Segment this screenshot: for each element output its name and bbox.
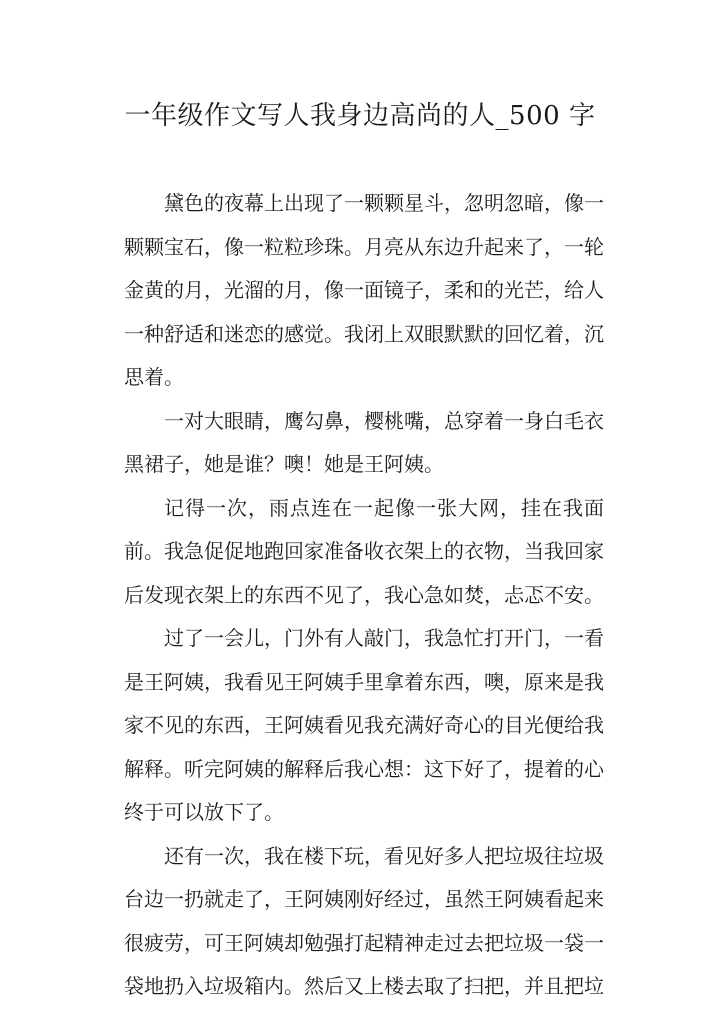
paragraph: 黛色的夜幕上出现了一颗颗星斗，忽明忽暗，像一颗颗宝石，像一粒粒珍珠。月亮从东边升起来了，一轮金黄的月，光溜的月，像一面镜子，柔和的光芒，给人一种舒适和迷恋的感觉。我闭上双眼默默的回忆着，沉思着。 bbox=[124, 191, 604, 389]
document-body bbox=[124, 182, 604, 1009]
paragraph: 还有一次，我在楼下玩，看见好多人把垃圾往垃圾台边一扔就走了，王阿姨刚好经过，虽然王阿姨看起来很疲劳，可王阿姨却勉强打起精神走过去把垃圾一袋一袋地扔入垃圾箱内。然后又上楼去取了扫把，并且把垃 bbox=[124, 843, 604, 998]
paragraph: 一对大眼睛，鹰勾鼻，樱桃嘴，总穿着一身白毛衣黑裙子，她是谁？噢！她是王阿姨。 bbox=[124, 408, 604, 476]
paragraph: 过了一会儿，门外有人敲门，我急忙打开门，一看是王阿姨，我看见王阿姨手里拿着东西，噢，原来是我家不见的东西，王阿姨看见我充满好奇心的目光便给我解释。听完阿姨的解释后我心想：这下好了，提着的心终于可以放下了。 bbox=[124, 626, 604, 824]
document-title: 一年级作文写人我身边高尚的人_500 字 bbox=[124, 101, 596, 131]
paragraph: 记得一次，雨点连在一起像一张大网，挂在我面前。我急促促地跑回家准备收衣架上的衣物，当我回家后发现衣架上的东西不见了，我心急如焚，忐忑不安。 bbox=[124, 495, 604, 607]
